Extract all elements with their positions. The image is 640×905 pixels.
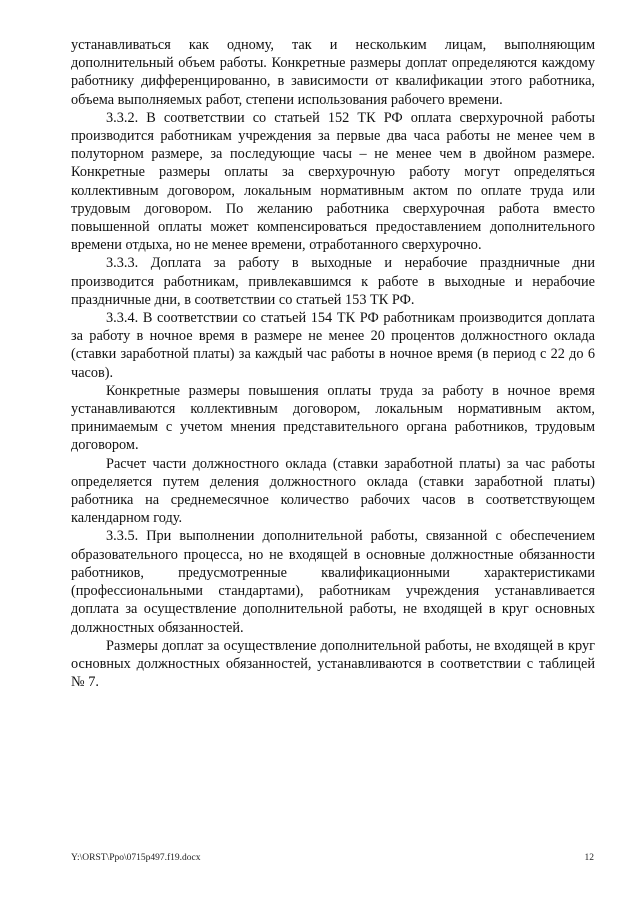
footer-page-number: 12 [584,853,594,863]
paragraph-3-3-4: 3.3.4. В соответствии со статьей 154 ТК РФ работникам производится доплата за работу в ночное время в размере не менее 20 процентов должностного оклада (ставки заработной платы) за каждый час работы в ночное время (в период с 22 до 6 часов). [71,310,595,381]
paragraph-hourly-calculation: Расчет части должностного оклада (ставки заработной платы) за час работы определяется путем деления должностного оклада (ставки заработной платы) работника на среднемесячное количество рабочих часов в соответствующем календарном году. [71,455,595,527]
paragraph-additional-work-sizes: Размеры доплат за осуществление дополнительной работы, не входящей в круг основных должностных обязанностей, устанавливаются в соответствии с таблицей № 7. [71,637,595,691]
paragraph-night-work-sizes: Конкретные размеры повышения оплаты труда за работу в ночное время устанавливаются коллективным договором, локальным нормативным актом, принимаемым с учетом мнения представительного органа работников, трудовым договором. [71,382,595,454]
footer-file-path: Y:\ORST\Ppo\0715p497.f19.docx [71,853,201,863]
paragraph-continuation: устанавливаться как одному, так и нескольким лицам, выполняющим дополнительный объем работы. Конкретные размеры доплат определяются каждому работнику дифференцированно, в зависимости от квалификации этого работника, объема выполняемых работ, степени использования рабочего времени. [71,37,595,108]
paragraph-3-3-3: 3.3.3. Доплата за работу в выходные и нерабочие праздничные дни производится работникам, привлекавшимся к работе в выходные и нерабочие праздничные дни, в соответствии со статьей 153 ТК РФ. [71,255,595,308]
paragraph-3-3-5: 3.3.5. При выполнении дополнительной работы, связанной с обеспечением образовательного процесса, но не входящей в основные должностные обязанности работников, предусмотренные квалификационными характеристиками (профессиональными стандартами), работникам учреждения устанавливается доплата за осуществление дополнительной работы, не входящей в круг основных должностных обязанностей. [71,528,595,636]
paragraph-3-3-2: 3.3.2. В соответствии со статьей 152 ТК РФ оплата сверхурочной работы производится работникам учреждения за первые два часа работы не менее чем в полуторном размере, за последующие часы – не менее чем в двойном размере. Конкретные размеры оплаты за сверхурочную работу могут определяться коллективным договором, локальным нормативным актом по оплате труда или трудовым договором. По желанию работника сверхурочная работа вместо повышенной оплаты может компенсироваться предоставлением дополнительного времени отдыха, но не менее времени, отработанного сверхурочно. [71,109,595,254]
document-body [71,36,595,691]
